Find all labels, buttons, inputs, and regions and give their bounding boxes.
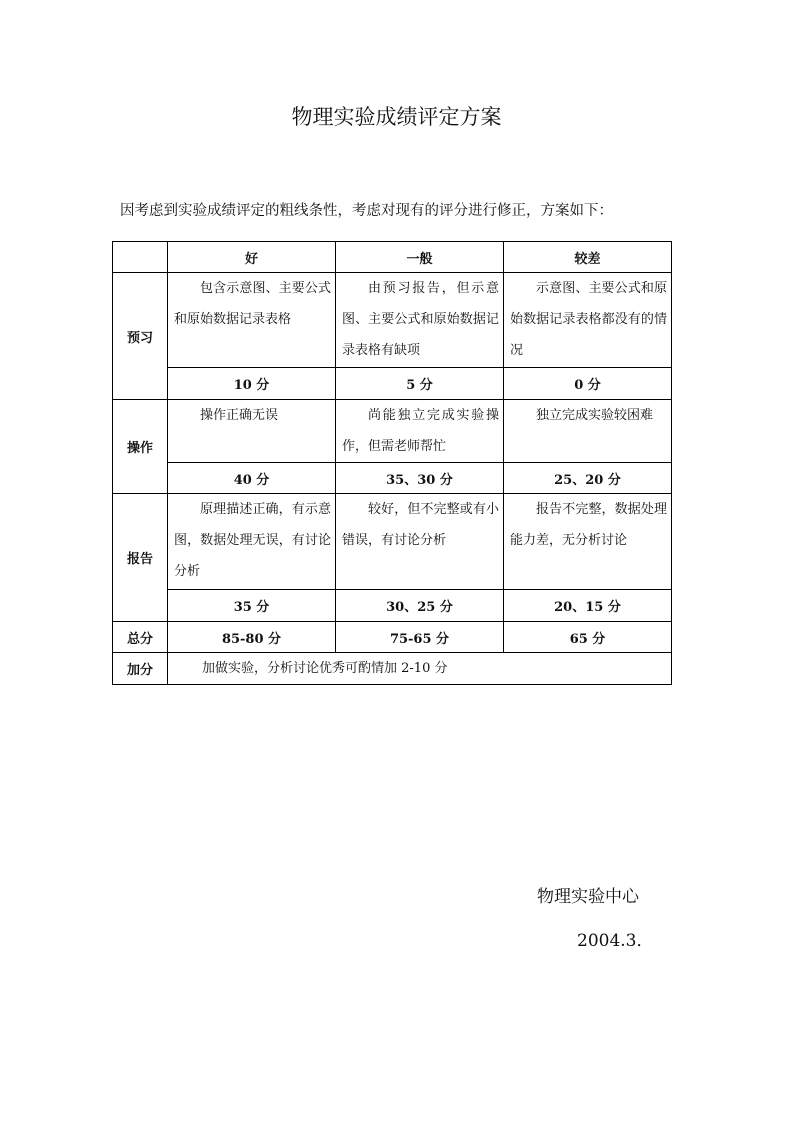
score-cell: 20、15 分 <box>504 590 672 622</box>
desc-cell: 报告不完整，数据处理能力差，无分析讨论 <box>504 494 672 590</box>
table-row <box>113 400 672 463</box>
header-average: 一般 <box>336 242 504 273</box>
score-cell: 5 分 <box>336 368 504 400</box>
score-cell: 35、30 分 <box>336 463 504 494</box>
bonus-row <box>113 653 672 685</box>
total-cell: 75-65 分 <box>336 622 504 653</box>
desc-cell: 尚能独立完成实验操作，但需老师帮忙 <box>336 400 504 463</box>
score-cell: 35 分 <box>168 590 336 622</box>
desc-cell: 操作正确无误 <box>168 400 336 463</box>
row-label-preview: 预习 <box>113 273 168 400</box>
row-label-report: 报告 <box>113 494 168 622</box>
header-row <box>113 242 672 273</box>
signature: 物理实验中心 <box>537 887 639 907</box>
row-label-operation: 操作 <box>113 400 168 494</box>
date: 2004.3． <box>577 931 654 951</box>
score-row <box>113 463 672 494</box>
score-cell: 25、20 分 <box>504 463 672 494</box>
table-row <box>113 273 672 368</box>
header-good: 好 <box>168 242 336 273</box>
total-cell: 85-80 分 <box>168 622 336 653</box>
row-label-bonus: 加分 <box>113 653 168 685</box>
score-cell: 30、25 分 <box>336 590 504 622</box>
desc-cell: 由预习报告，但示意图、主要公式和原始数据记录表格有缺项 <box>336 273 504 368</box>
desc-cell: 独立完成实验较困难 <box>504 400 672 463</box>
score-cell: 0 分 <box>504 368 672 400</box>
total-cell: 65 分 <box>504 622 672 653</box>
score-cell: 10 分 <box>168 368 336 400</box>
desc-cell: 原理描述正确，有示意图，数据处理无误，有讨论分析 <box>168 494 336 590</box>
header-poor: 较差 <box>504 242 672 273</box>
score-cell: 40 分 <box>168 463 336 494</box>
desc-cell: 包含示意图、主要公式和原始数据记录表格 <box>168 273 336 368</box>
total-row <box>113 622 672 653</box>
corner-cell <box>113 242 168 273</box>
row-label-total: 总分 <box>113 622 168 653</box>
score-row <box>113 590 672 622</box>
desc-cell: 较好，但不完整或有小错误，有讨论分析 <box>336 494 504 590</box>
table-row <box>113 494 672 590</box>
grading-table <box>112 241 672 685</box>
page-title: 物理实验成绩评定方案 <box>291 105 502 129</box>
intro-paragraph: 因考虑到实验成绩评定的粗线条性，考虑对现有的评分进行修正，方案如下： <box>120 203 613 219</box>
score-row <box>113 368 672 400</box>
desc-cell: 示意图、主要公式和原始数据记录表格都没有的情况 <box>504 273 672 368</box>
bonus-text: 加做实验，分析讨论优秀可酌情加 2-10 分 <box>168 653 672 685</box>
